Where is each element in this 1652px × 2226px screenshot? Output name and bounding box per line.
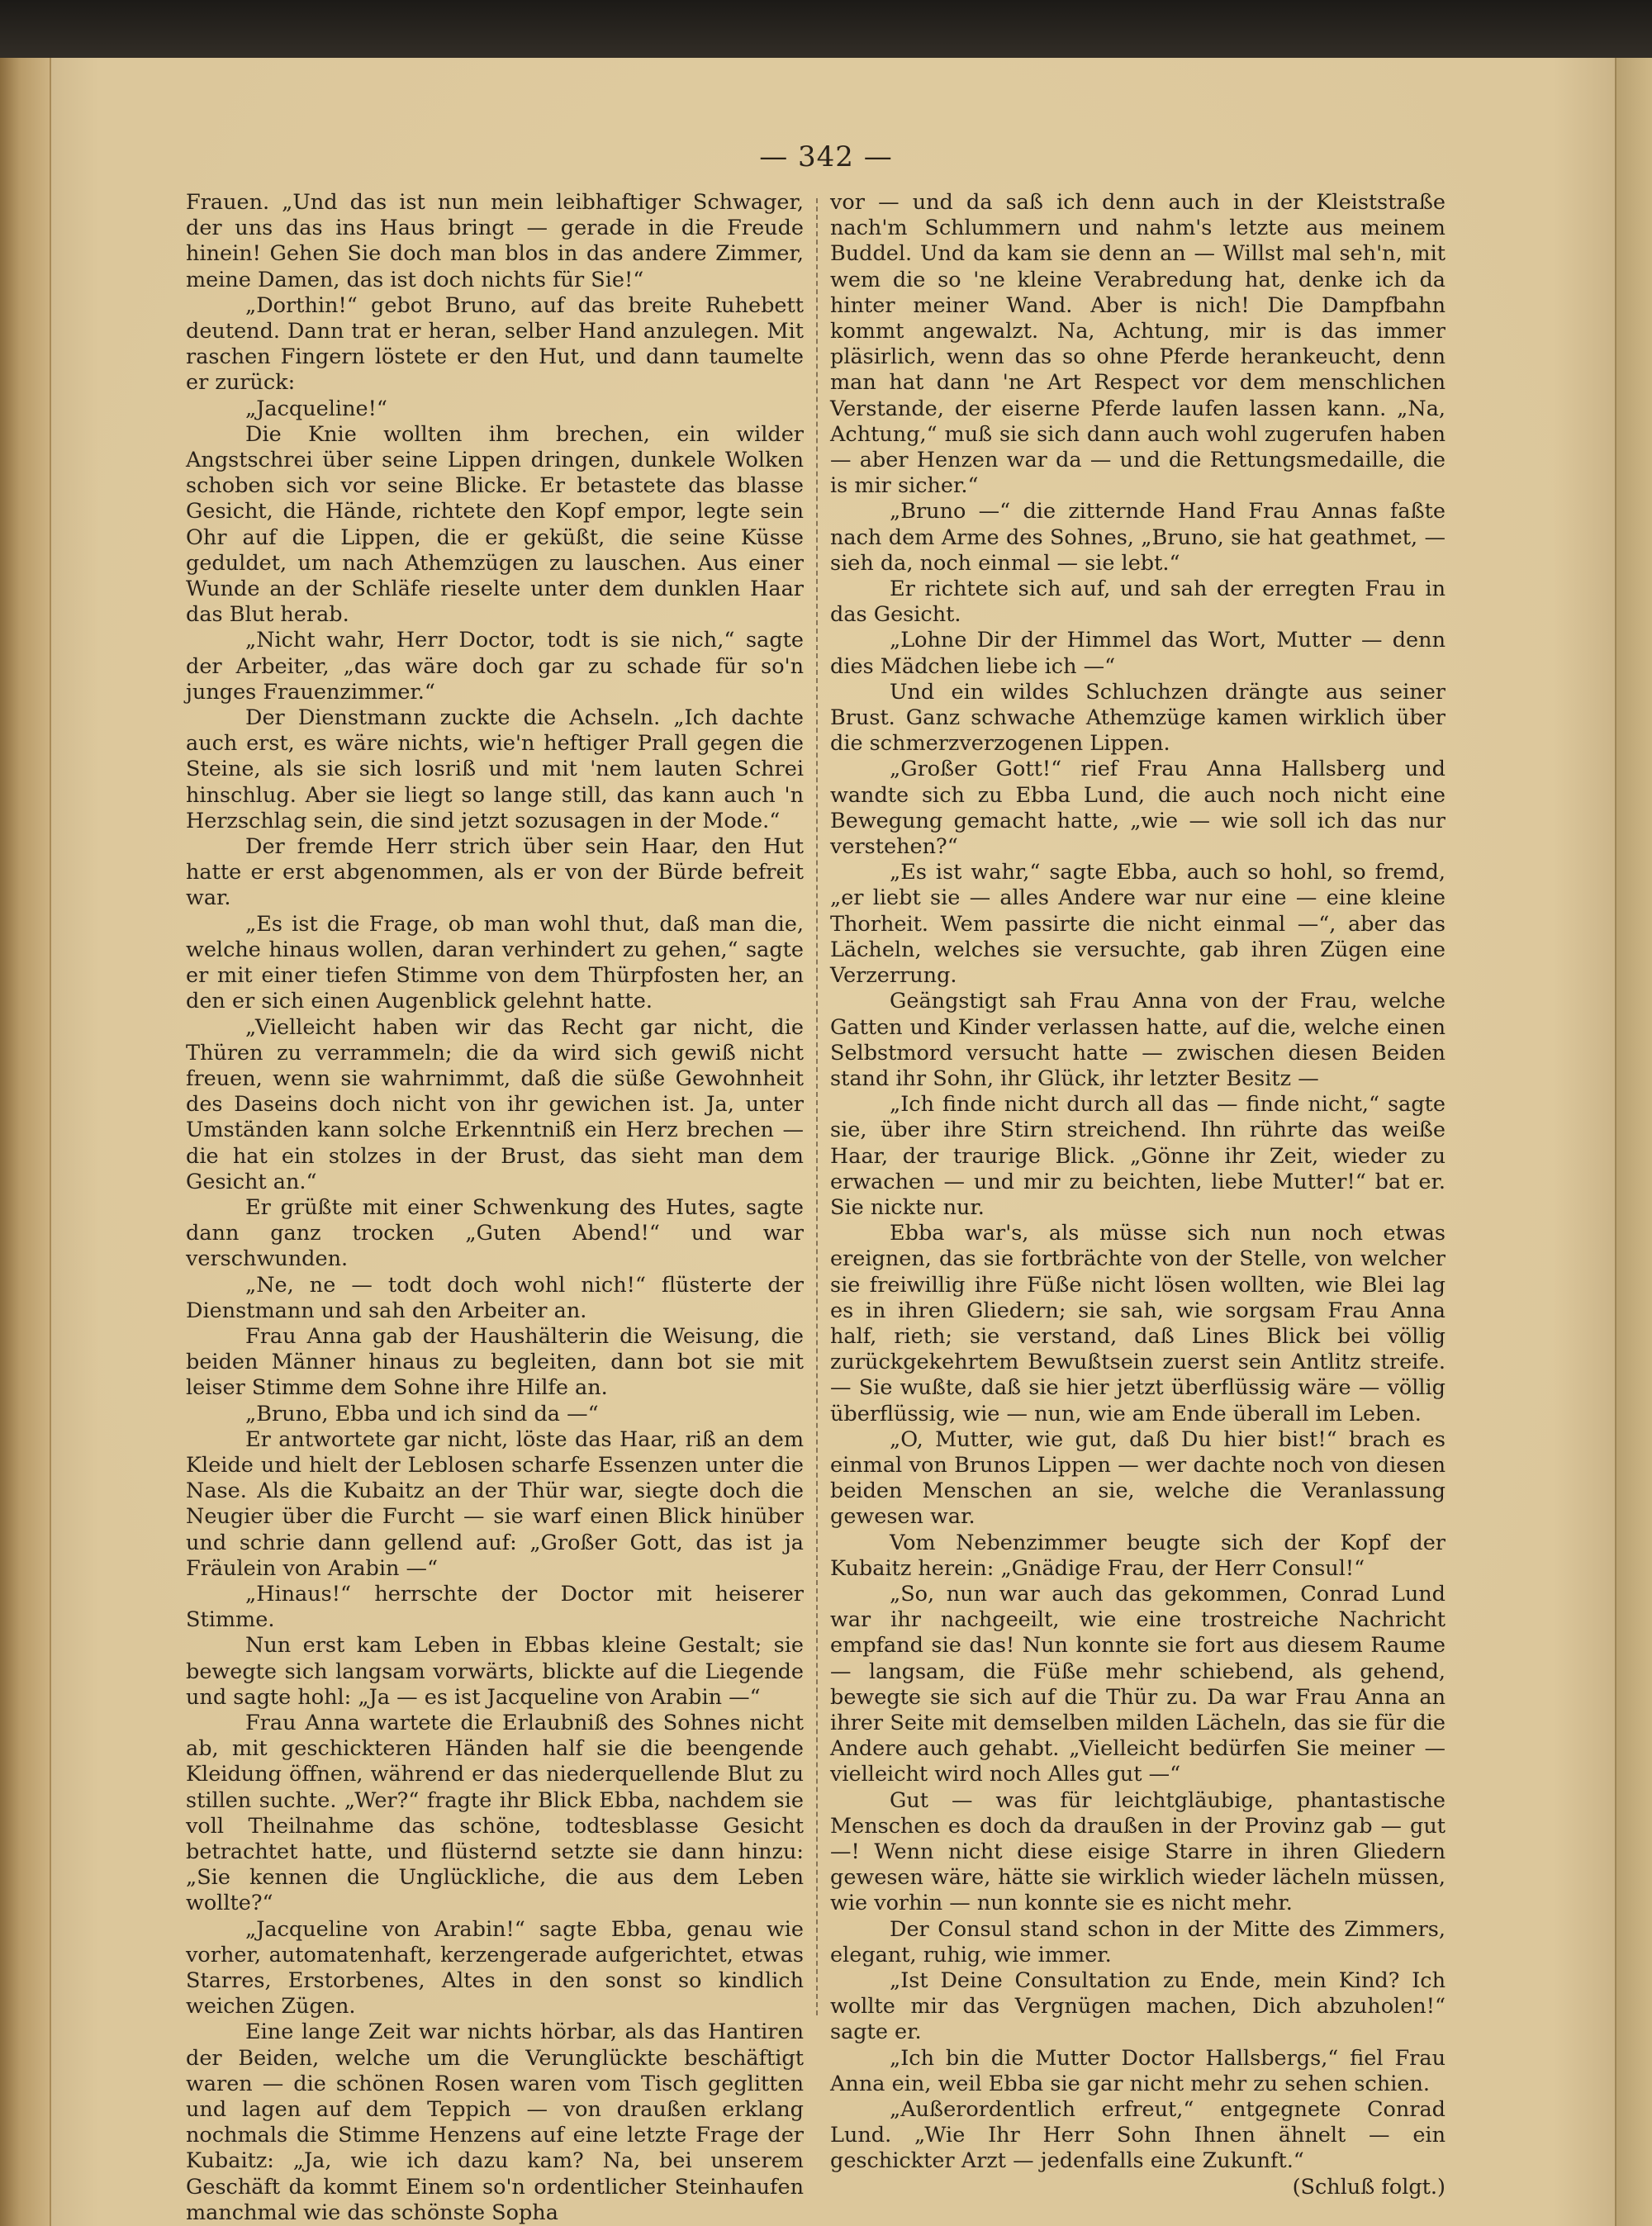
paragraph: „Ich finde nicht durch all das — finde nicht,“ sagte sie, über ihre Stirn streichend. Ihn rührte das weiße Haar, der traurige Blick. „Gönne ihr Zeit, wieder zu erwachen — und mir zu beichten, liebe Mutter!“ bat er. Sie nickte nur.	[830, 1092, 1446, 1220]
paragraph: vor — und da saß ich denn auch in der Kleiststraße nach'm Schlummern und nahm's letzte aus meinem Buddel. Und da kam sie denn an — Willst mal seh'n, mit wem die so 'ne kleine Verabredung hat, denke ich da hinter meiner Wand. Aber is nich! Die Dampfbahn kommt angewalzt. Na, Achtung, mir is das immer pläsirlich, wenn das so ohne Pferde herankeucht, denn man hat dann 'ne Art Respect vor dem menschlichen Verstande, der eiserne Pferde laufen lassen kann. „Na, Achtung,“ muß sie sich dann auch wohl zugerufen haben — aber Henzen war da — und die Rettungsmedaille, die is mir sicher.“	[830, 190, 1446, 499]
paragraph: „Bruno, Ebba und ich sind da —“	[245, 1401, 599, 1426]
book-binding	[0, 58, 51, 2226]
paragraph: Und ein wildes Schluchzen drängte aus seiner Brust. Ganz schwache Athemzüge kamen wirklich über die schmerzverzogenen Lippen.	[830, 679, 1446, 757]
paragraph: „Es ist die Frage, ob man wohl thut, daß man die, welche hinaus wollen, daran verhindert zu gehen,“ sagte er mit einer tiefen Stimme von dem Thürpfosten her, an den er sich einen Augenblick gelehnt hatte.	[186, 911, 804, 1014]
paragraph: „Ist Deine Consultation zu Ende, mein Kind? Ich wollte mir das Vergnügen machen, Dich abzuholen!“ sagte er.	[830, 1968, 1446, 2045]
paragraph: „Bruno —“ die zitternde Hand Frau Annas faßte nach dem Arme des Sohnes, „Bruno, sie hat geathmet, — sieh da, noch einmal — sie lebt.“	[830, 499, 1446, 576]
column-divider	[816, 198, 819, 2015]
last-paragraph	[830, 2097, 1446, 2200]
right-column	[830, 190, 1446, 2200]
paragraph: „Jacqueline von Arabin!“ sagte Ebba, genau wie vorher, automatenhaft, kerzengerade aufgerichtet, etwas Starres, Erstorbenes, Altes in den sonst so kindlich weichen Zügen.	[186, 1916, 804, 2020]
paragraph: „Nicht wahr, Herr Doctor, todt is sie nich,“ sagte der Arbeiter, „das wäre doch gar zu schade für so'n junges Frauenzimmer.“	[186, 628, 804, 705]
paragraph: Geängstigt sah Frau Anna von der Frau, welche Gatten und Kinder verlassen hatte, auf die, welche einen Selbstmord versucht hatte — zwischen diesen Beiden stand ihr Sohn, ihr Glück, ihr letzter Besitz —	[830, 989, 1446, 1091]
paragraph: „Lohne Dir der Himmel das Wort, Mutter — denn dies Mädchen liebe ich —“	[830, 628, 1446, 679]
paragraph: Die Knie wollten ihm brechen, ein wilder Angstschrei über seine Lippen dringen, dunkele Wolken schoben sich vor seine Blicke. Er betastete das blasse Gesicht, die Hände, richtete den Kopf empor, legte sein Ohr auf die Lippen, die er geküßt, die seine Küsse geduldet, um nach Athemzügen zu lauschen. Aus einer Wunde an der Schläfe rieselte unter dem dunklen Haar das Blut herab.	[186, 421, 804, 628]
paragraph: Nun erst kam Leben in Ebbas kleine Gestalt; sie bewegte sich langsam vorwärts, blickte auf die Liegende und sagte hohl: „Ja — es ist Jacqueline von Arabin —“	[186, 1633, 804, 1710]
paragraph: Er richtete sich auf, und sah der erregten Frau in das Gesicht.	[830, 577, 1446, 628]
paragraph: Er antwortete gar nicht, löste das Haar, riß an dem Kleide und hielt der Leblosen scharfe Essenzen unter die Nase. Als die Kubaitz an der Thür war, siegte doch die Neugier über die Furcht — sie warf einen Blick hinüber und schrie dann gellend auf: „Großer Gott, das ist ja Fräulein von Arabin —“	[186, 1426, 804, 1581]
paragraph: „Großer Gott!“ rief Frau Anna Hallsberg und wandte sich zu Ebba Lund, die auch noch nicht eine Bewegung gemacht hatte, „wie — wie soll ich das nur verstehen?“	[830, 757, 1446, 860]
left-column	[186, 190, 804, 2226]
paragraph: Der Consul stand schon in der Mitte des Zimmers, elegant, ruhig, wie immer.	[830, 1916, 1446, 1967]
paragraph: Der fremde Herr strich über sein Haar, den Hut hatte er erst abgenommen, als er von der Bürde befreit war.	[186, 834, 804, 911]
paragraph: Frauen. „Und das ist nun mein leibhaftiger Schwager, der uns das ins Haus bringt — gerade in die Freude hinein! Gehen Sie doch man blos in das andere Zimmer, meine Damen, das ist doch nichts für Sie!“	[186, 190, 804, 292]
paragraph: Ebba war's, als müsse sich nun noch etwas ereignen, das sie fortbrächte von der Stelle, von welcher sie freiwillig ihre Füße nicht lösen wollten, wie Blei lag es in ihren Gliedern; sie sah, wie sorgsam Frau Anna half, rieth; sie verstand, daß Lines Blick bei völlig zurückgekehrtem Bewußtsein zuerst sein Antlitz streife. — Sie wußte, daß sie hier jetzt überflüssig wäre — völlig überflüssig, wie — nun, wie am Ende überall im Leben.	[830, 1221, 1446, 1426]
paragraph: „Dorthin!“ gebot Bruno, auf das breite Ruhebett deutend. Dann trat er heran, selber Hand anzulegen. Mit raschen Fingern löstete er den Hut, und dann taumelte er zurück:	[186, 292, 804, 396]
page-number: — 342 —	[759, 140, 893, 173]
paragraph: „Vielleicht haben wir das Recht gar nicht, die Thüren zu verrammeln; die da wird sich gewiß nicht freuen, wenn sie wahrnimmt, daß die süße Gewohnheit des Daseins doch nicht von ihr gewichen ist. Ja, unter Umständen kann solche Erkenntniß ein Herz brechen — die hat ein stolzes in der Brust, das sieht man dem Gesicht an.“	[186, 1014, 804, 1194]
paragraph: Eine lange Zeit war nichts hörbar, als das Hantiren der Beiden, welche um die Verunglückte beschäftigt waren — die schönen Rosen waren vom Tisch geglitten und lagen auf dem Teppich — von draußen erklang nochmals die Stimme Henzens auf eine letzte Frage der Kubaitz: „Ja, wie ich dazu kam? Na, bei unserem Geschäft da kommt Einem so'n ordentlicher Steinhaufen manchmal wie das schönste Sopha	[186, 2020, 804, 2225]
paragraph: „Ich bin die Mutter Doctor Hallsbergs,“ fiel Frau Anna ein, weil Ebba sie gar nicht mehr zu sehen schien.	[830, 2045, 1446, 2096]
paragraph: „Ne, ne — todt doch wohl nich!“ flüsterte der Dienstmann und sah den Arbeiter an.	[186, 1272, 804, 1323]
paragraph: „O, Mutter, wie gut, daß Du hier bist!“ brach es einmal von Brunos Lippen — wer dachte noch von diesen beiden Menschen an sie, welche die Veranlassung gewesen war.	[830, 1426, 1446, 1530]
continuation-note: (Schluß folgt.)	[1292, 2174, 1446, 2200]
paragraph: „Jacqueline!“	[245, 396, 387, 421]
paragraph: Frau Anna gab der Haushälterin die Weisung, die beiden Männer hinaus zu begleiten, dann bot sie mit leiser Stimme dem Sohne ihre Hilfe an.	[186, 1323, 804, 1401]
paragraph: Der Dienstmann zuckte die Achseln. „Ich dachte auch erst, es wäre nichts, wie'n heftiger Prall gegen die Steine, als sie sich losriß und mit 'nem lauten Schrei hinschlug. Aber sie liegt so lange still, das kann auch 'n Herzschlag sein, die sind jetzt sozusagen in der Mode.“	[186, 705, 804, 833]
paragraph: „So, nun war auch das gekommen, Conrad Lund war ihr nachgeeilt, wie eine trostreiche Nachricht empfand sie das! Nun konnte sie fort aus diesem Raume — langsam, die Füße mehr schiebend, als gehend, bewegte sie sich auf die Thür zu. Da war Frau Anna an ihrer Seite mit demselben milden Lächeln, das sie für die Andere auch gehabt. „Vielleicht bedürfen Sie meiner — vielleicht wird noch Alles gut —“	[830, 1581, 1446, 1787]
paragraph: Gut — was für leichtgläubige, phantastische Menschen es doch da draußen in der Provinz gab — gut —! Wenn nicht diese eisige Starre in ihren Gliedern gewesen wäre, hätte sie wirklich wieder lächeln müssen, wie vorhin — nun konnte sie es nicht mehr.	[830, 1787, 1446, 1916]
paragraph-text: „Außerordentlich erfreut,“ entgegnete Conrad Lund. „Wie Ihr Herr Sohn Ihnen ähnelt — ein geschickter Arzt — jedenfalls eine Zukunft.“	[830, 2097, 1446, 2174]
paragraph: Frau Anna wartete die Erlaubniß des Sohnes nicht ab, mit geschickteren Händen half sie die beengende Kleidung öffnen, während er das niederquellende Blut zu stillen suchte. „Wer?“ fragte ihr Blick Ebba, nachdem sie voll Theilnahme das schöne, todtesblasse Gesicht betrachtet hatte, und flüsternd setzte sie dann hinzu: „Sie kennen die Unglückliche, die aus dem Leben wollte?“	[186, 1710, 804, 1916]
next-page-edge	[1615, 58, 1652, 2226]
paragraph: Er grüßte mit einer Schwenkung des Hutes, sagte dann ganz trocken „Guten Abend!“ und war verschwunden.	[186, 1194, 804, 1272]
paragraph: „Hinaus!“ herrschte der Doctor mit heiserer Stimme.	[186, 1581, 804, 1633]
paragraph: Vom Nebenzimmer beugte sich der Kopf der Kubaitz herein: „Gnädige Frau, der Herr Consul!“	[830, 1530, 1446, 1581]
paragraph: „Es ist wahr,“ sagte Ebba, auch so hohl, so fremd, „er liebt sie — alles Andere war nur eine — eine kleine Thorheit. Wem passirte die nicht einmal —“, aber das Lächeln, welches sie versuchte, gab ihren Zügen eine Verzerrung.	[830, 860, 1446, 989]
